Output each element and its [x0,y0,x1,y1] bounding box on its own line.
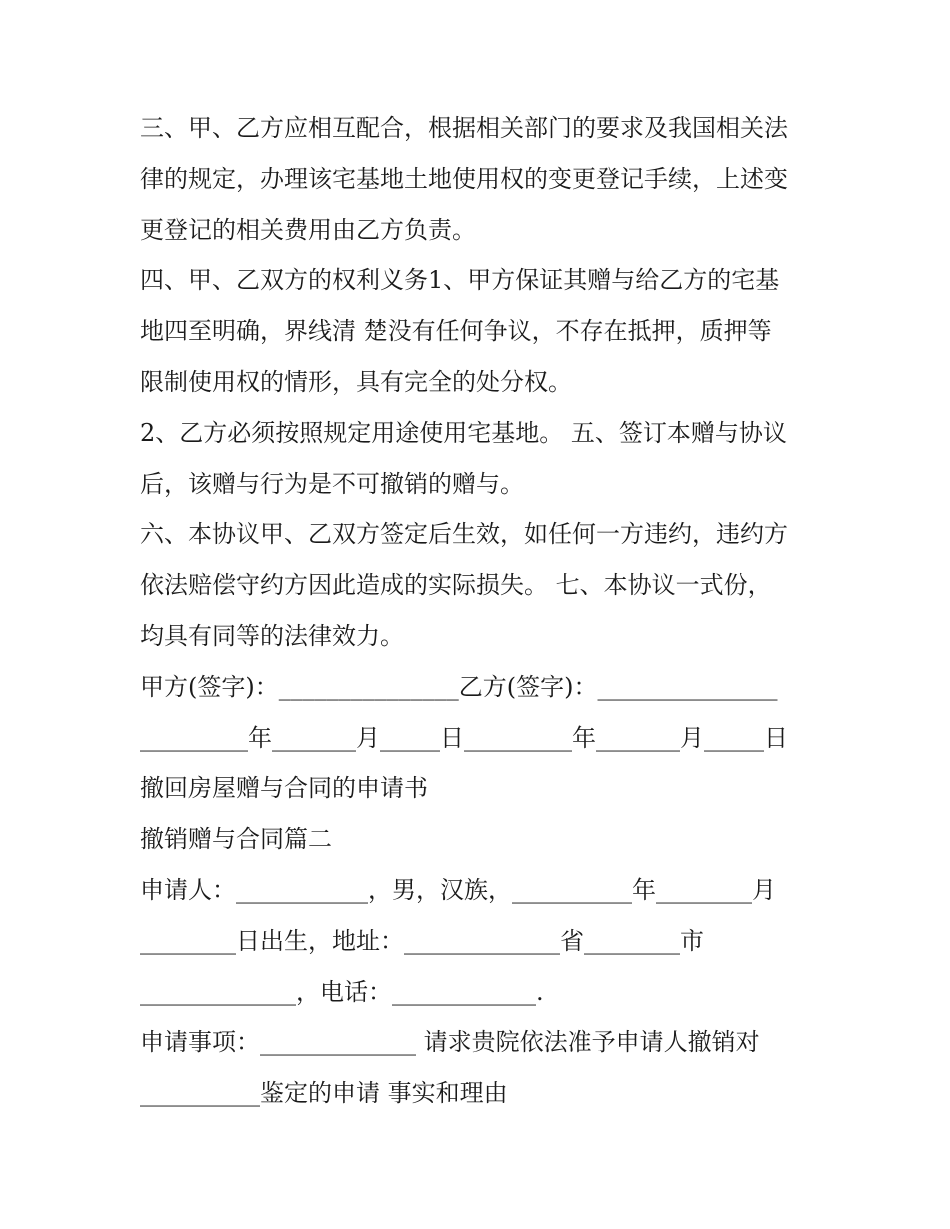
paragraph-line-2: 律的规定，办理该宅基地土地使用权的变更登记手续，上述变 [140,164,788,193]
paragraph-line-4: 四、甲、乙双方的权利义务1、甲方保证其赠与给乙方的宅基 [140,266,780,295]
signature-line: 甲方(签字)：_______________乙方(签字)：_______________ [140,672,778,701]
applicant-line-1: 申请人：___________，男，汉族，__________年________月 [140,875,776,904]
request-line-2: __________鉴定的申请 事实和理由 [140,1079,508,1108]
paragraph-line-10: 依法赔偿守约方因此造成的实际损失。 七、本协议一式份， [140,571,772,600]
section-title: 撤回房屋赠与合同的申请书 [140,774,428,803]
paragraph-line-1: 三、甲、乙方应相互配合，根据相关部门的要求及我国相关法 [140,114,788,142]
paragraph-line-3: 更登记的相关费用由乙方负责。 [140,215,476,244]
section-subtitle: 撤销赠与合同篇二 [140,825,332,854]
paragraph-line-9: 六、本协议甲、乙双方签定后生效，如任何一方违约，违约方 [140,520,788,549]
paragraph-line-8: 后，该赠与行为是不可撤销的赠与。 [140,469,524,498]
date-line: _________年_______月_____日_________年_______月_____日 [140,723,788,752]
paragraph-line-7: 2、乙方必须按照规定用途使用宅基地。 五、签订本赠与协议 [140,418,787,447]
applicant-line-2: ________日出生，地址：_____________省________市 [140,926,704,955]
request-line-1: 申请事项：_____________ 请求贵院依法准予申请人撤销对 [140,1028,760,1057]
document-body [140,103,830,1119]
paragraph-line-11: 均具有同等的法律效力。 [140,621,404,650]
paragraph-line-5: 地四至明确，界线清 楚没有任何争议，不存在抵押，质押等 [140,317,772,346]
applicant-line-3: _____________，电话：____________. [140,977,544,1006]
paragraph-line-6: 限制使用权的情形，具有完全的处分权。 [140,367,572,396]
